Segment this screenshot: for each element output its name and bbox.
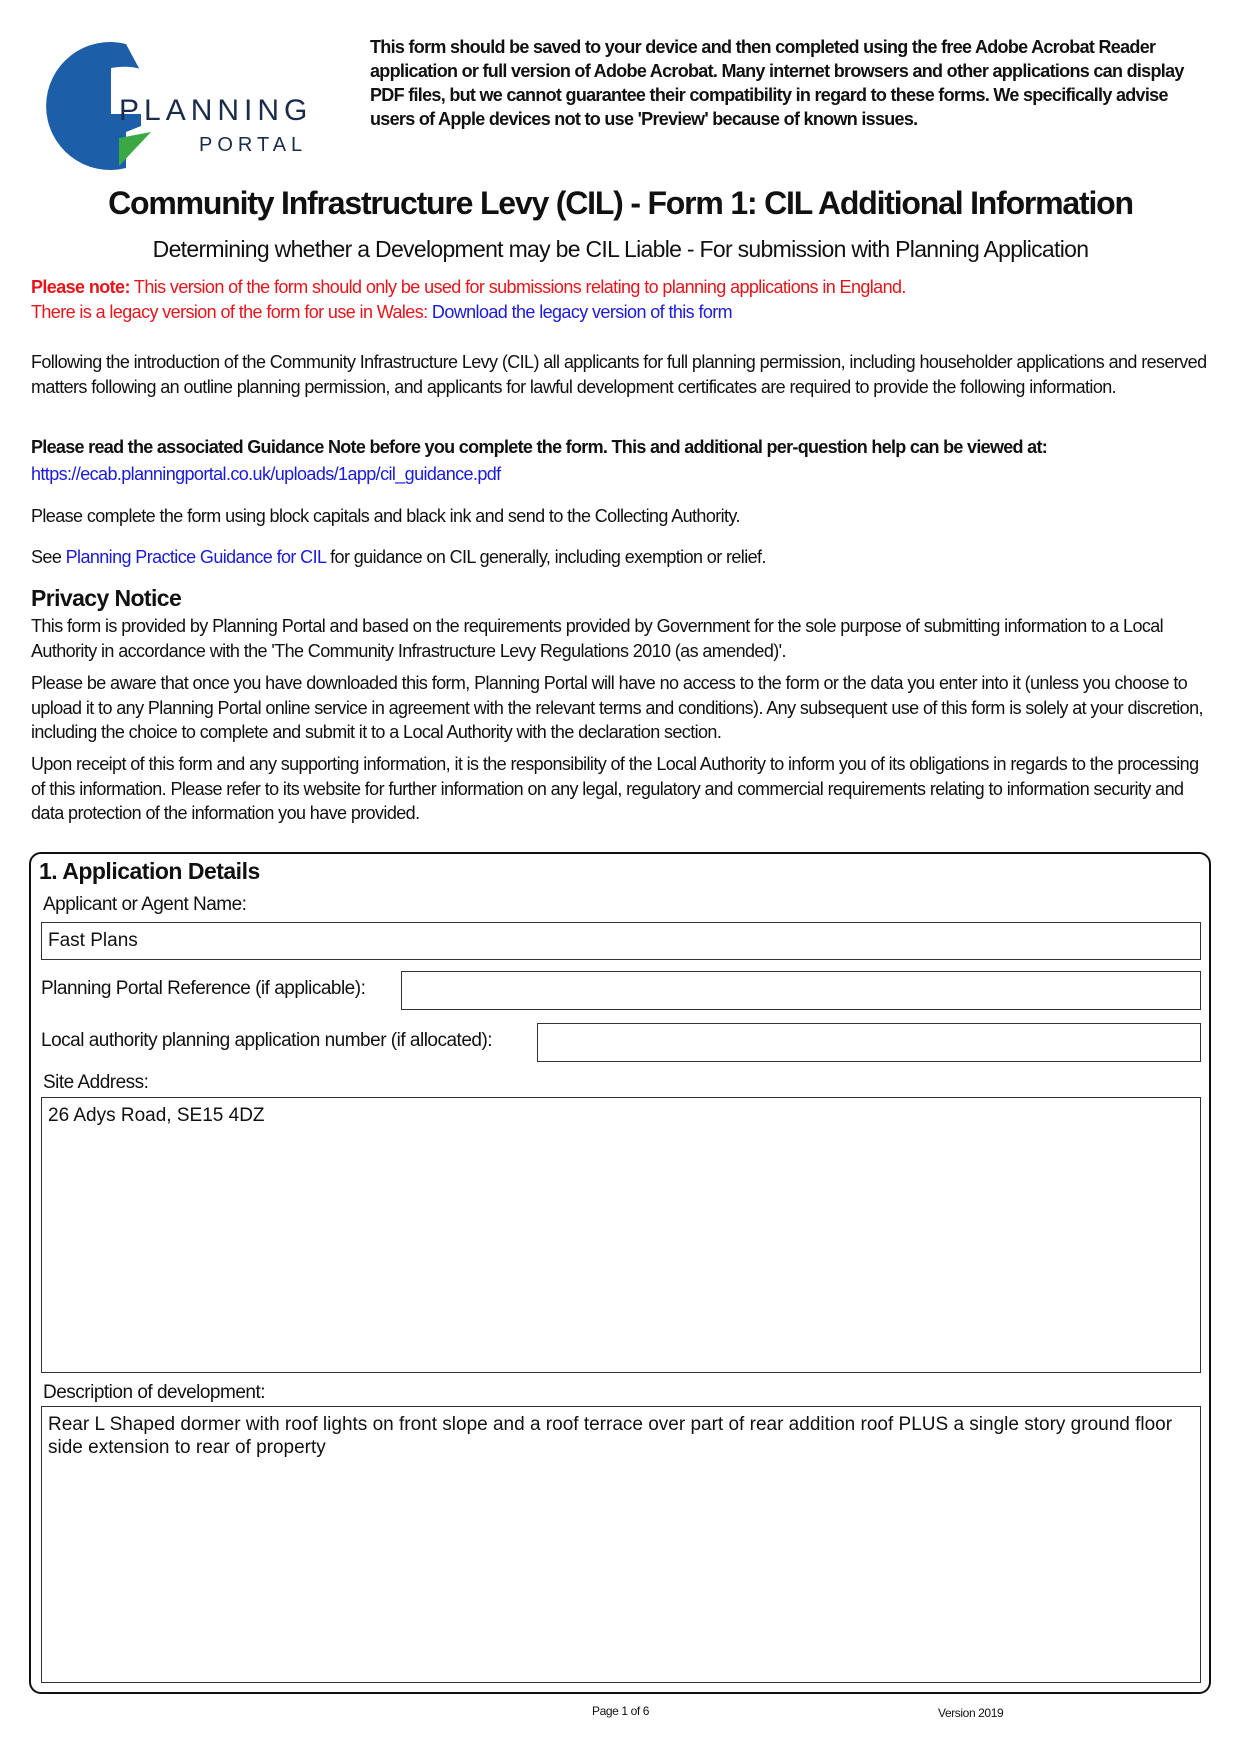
header-notice: This form should be saved to your device and then completed using the free Adobe Acrobat Reader application or full version of Adobe Acrobat. Many internet browsers and other applications can display PDF files, but we cannot guarantee their compatibility in regard to these forms. We specifically advise users of Apple devices not to use 'Preview' because of known issues. <box>370 37 1184 129</box>
wales-text: There is a legacy version of the form for use in Wales: <box>31 301 432 322</box>
site-address-field[interactable]: 26 Adys Road, SE15 4DZ <box>41 1097 1201 1373</box>
please-note-label: Please note: <box>31 277 130 297</box>
block-capitals-instruction: Please complete the form using block capitals and black ink and send to the Collecting Authority. <box>31 506 740 526</box>
privacy-heading: Privacy Notice <box>31 585 182 611</box>
pp-reference-label: Planning Portal Reference (if applicable): <box>41 978 366 999</box>
guidance-link[interactable]: https://ecab.planningportal.co.uk/uploads/1app/cil_guidance.pdf <box>31 464 501 484</box>
page-subtitle: Determining whether a Development may be CIL Liable - For submission with Planning Application <box>152 236 1089 262</box>
see-prefix: See <box>31 547 66 567</box>
ppg-cil-link[interactable]: Planning Practice Guidance for CIL <box>65 547 326 567</box>
intro-paragraph: Following the introduction of the Community Infrastructure Levy (CIL) all applicants for full planning permission, including householder applications and reserved matters following an outline planning permission, and applicants for lawful development certificates are required to provide the following information. <box>31 352 1207 397</box>
description-field[interactable]: Rear L Shaped dormer with roof lights on front slope and a roof terrace over part of rear addition roof PLUS a single story ground floor side extension to rear of property <box>41 1406 1201 1683</box>
pp-reference-field[interactable] <box>401 971 1201 1010</box>
privacy-paragraph-3: Upon receipt of this form and any supporting information, it is the responsibility of the Local Authority to inform you of its obligations in regards to the processing of this information. Please refer to its website for further information on any legal, regulatory and commercial requirements relating to information security and data protection of the information you have provided. <box>31 754 1199 823</box>
la-application-number-label: Local authority planning application number (if allocated): <box>41 1030 493 1051</box>
description-label: Description of development: <box>43 1382 266 1403</box>
legacy-form-link[interactable]: Download the legacy version of this form <box>431 301 733 322</box>
please-note <box>31 275 1221 324</box>
please-note-text: This version of the form should only be used for submissions relating to planning applications in England. <box>129 277 906 297</box>
see-guidance-line <box>31 545 766 570</box>
site-address-label: Site Address: <box>43 1072 149 1093</box>
application-details-section <box>29 852 1211 1694</box>
page-title: Community Infrastructure Levy (CIL) - Form 1: CIL Additional Information <box>108 185 1133 221</box>
applicant-label: Applicant or Agent Name: <box>43 894 247 915</box>
logo-text-portal: PORTAL <box>199 134 308 156</box>
version-label: Version 2019 <box>938 1706 1004 1720</box>
see-suffix: for guidance on CIL generally, including exemption or relief. <box>325 547 766 567</box>
la-application-number-field[interactable] <box>537 1023 1201 1062</box>
applicant-name-field[interactable]: Fast Plans <box>41 922 1201 960</box>
page-number: Page 1 of 6 <box>592 1704 649 1718</box>
privacy-paragraph-1: This form is provided by Planning Portal and based on the requirements provided by Government for the sole purpose of submitting information to a Local Authority in accordance with the 'The Community Infrastructure Levy Regulations 2010 (as amended)'. <box>31 616 1164 661</box>
privacy-paragraph-2: Please be aware that once you have downloaded this form, Planning Portal will have no access to the form or the data you enter into it (unless you choose to upload it to any Planning Portal online service in agreement with the relevant terms and conditions). Any subsequent use of this form is solely at your discretion, including the choice to complete and submit it to a Local Authority with the declaration section. <box>31 673 1203 742</box>
section-heading: 1. Application Details <box>39 858 260 884</box>
guidance-note: Please read the associated Guidance Note before you complete the form. This and additional per-question help can be viewed at: <box>31 437 1048 457</box>
logo-text-planning: PLANNING <box>119 94 313 127</box>
planning-portal-logo <box>31 42 316 170</box>
